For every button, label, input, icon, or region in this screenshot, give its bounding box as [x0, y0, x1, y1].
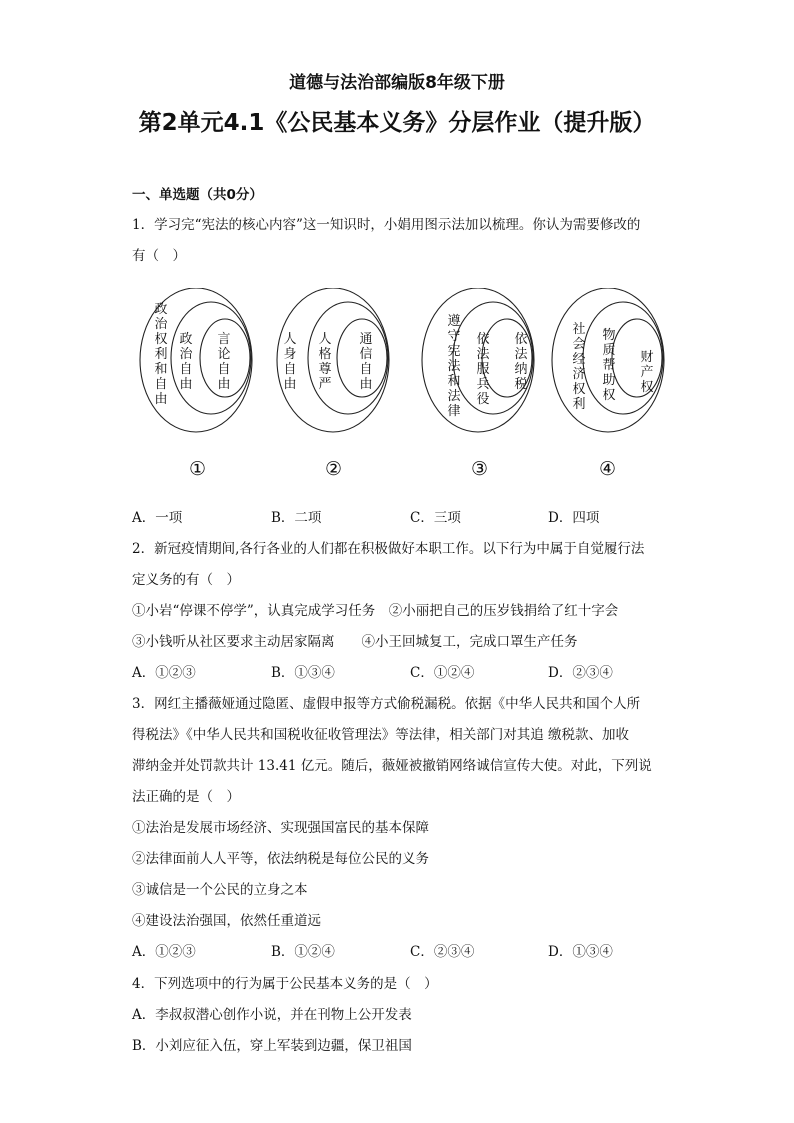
d4-outer-label: 社会经济权利 — [572, 322, 586, 412]
q3-stem-line2: 得税法》《中华人民共和国税收征收管理法》等法律，相关部门对其追 缴税款、加收 — [132, 727, 630, 743]
d2-number: ② — [325, 458, 343, 480]
q1-option-a[interactable]: A．一项 — [132, 510, 183, 526]
d4-middle-label: 物质帮助权 — [602, 328, 616, 403]
q2-option-d[interactable]: D．②③④ — [548, 665, 613, 681]
q3-option-a[interactable]: A．①②③ — [132, 944, 196, 960]
d1-inner-label: 言论自由 — [217, 332, 231, 392]
q3-option-b[interactable]: B．①②④ — [271, 944, 335, 960]
d3-number: ③ — [471, 458, 489, 480]
q2-items-line2: ③小钱听从社区要求主动居家隔离 ④小王回城复工，完成口罩生产任务 — [132, 634, 578, 650]
d4-number: ④ — [599, 458, 617, 480]
d3-middle-label: 依法服兵役 — [476, 332, 490, 407]
d2-inner-label: 通信自由 — [359, 332, 373, 392]
q1-option-c[interactable]: C．三项 — [410, 510, 461, 526]
d3-inner-label: 依法纳税 — [514, 332, 528, 392]
q3-item-1: ①法治是发展市场经济、实现强国富民的基本保障 — [132, 820, 429, 836]
q3-stem-line3: 滞纳金并处罚款共计 13.41 亿元。随后，薇娅被撤销网络诚信宣传大使。对此，下列说 — [132, 758, 652, 774]
document-title: 第2单元4.1《公民基本义务》分层作业（提升版） — [138, 110, 656, 136]
q3-option-c[interactable]: C．②③④ — [410, 944, 475, 960]
q3-item-4: ④建设法治强国，依然任重道远 — [132, 913, 321, 929]
q3-option-d[interactable]: D．①③④ — [548, 944, 613, 960]
q1-option-d[interactable]: D．四项 — [548, 510, 600, 526]
q4-stem: 4．下列选项中的行为属于公民基本义务的是（ ） — [132, 976, 438, 992]
q2-stem-line1: 2．新冠疫情期间,各行各业的人们都在积极做好本职工作。以下行为中属于自觉履行法 — [132, 541, 645, 557]
q2-option-c[interactable]: C．①②④ — [410, 665, 475, 681]
q2-stem-line2: 定义务的有（ ） — [132, 572, 240, 588]
q4-option-a[interactable]: A．李叔叔潜心创作小说，并在刊物上公开发表 — [132, 1007, 412, 1023]
d2-outer-label: 人身自由 — [283, 332, 297, 392]
d1-outer-label: 政治权利和自由 — [154, 302, 168, 407]
d1-number: ① — [189, 458, 207, 480]
d1-middle-label: 政治自由 — [179, 332, 193, 392]
q2-option-b[interactable]: B．①③④ — [271, 665, 335, 681]
q1-stem-line1: 1．学习完“宪法的核心内容”这一知识时，小娟用图示法加以梳理。你认为需要修改的 — [132, 217, 641, 233]
d3-outer-label: 遵守宪法和法律 — [447, 314, 461, 419]
section-heading: 一、单选题（共0分） — [132, 187, 263, 203]
q3-stem-line4: 法正确的是（ ） — [132, 789, 240, 805]
d2-middle-label: 人格尊严 — [318, 332, 332, 392]
q2-option-a[interactable]: A．①②③ — [132, 665, 196, 681]
q4-option-b[interactable]: B．小刘应征入伍，穿上军装到边疆，保卫祖国 — [132, 1038, 412, 1054]
q1-stem-line2: 有（ ） — [132, 248, 186, 264]
q1-option-b[interactable]: B．二项 — [271, 510, 322, 526]
q3-item-2: ②法律面前人人平等，依法纳税是每位公民的义务 — [132, 851, 429, 867]
q1-venn-diagrams — [138, 288, 678, 488]
q3-item-3: ③诚信是一个公民的立身之本 — [132, 882, 308, 898]
d4-inner-label: 财产权 — [640, 350, 654, 395]
document-subtitle: 道德与法治部编版8年级下册 — [289, 73, 505, 93]
q3-stem-line1: 3．网红主播薇娅通过隐匿、虚假申报等方式偷税漏税。依据《中华人民共和国个人所 — [132, 696, 641, 712]
q2-items-line1: ①小岩“停课不停学”，认真完成学习任务 ②小丽把自己的压岁钱捐给了红十字会 — [132, 603, 619, 619]
